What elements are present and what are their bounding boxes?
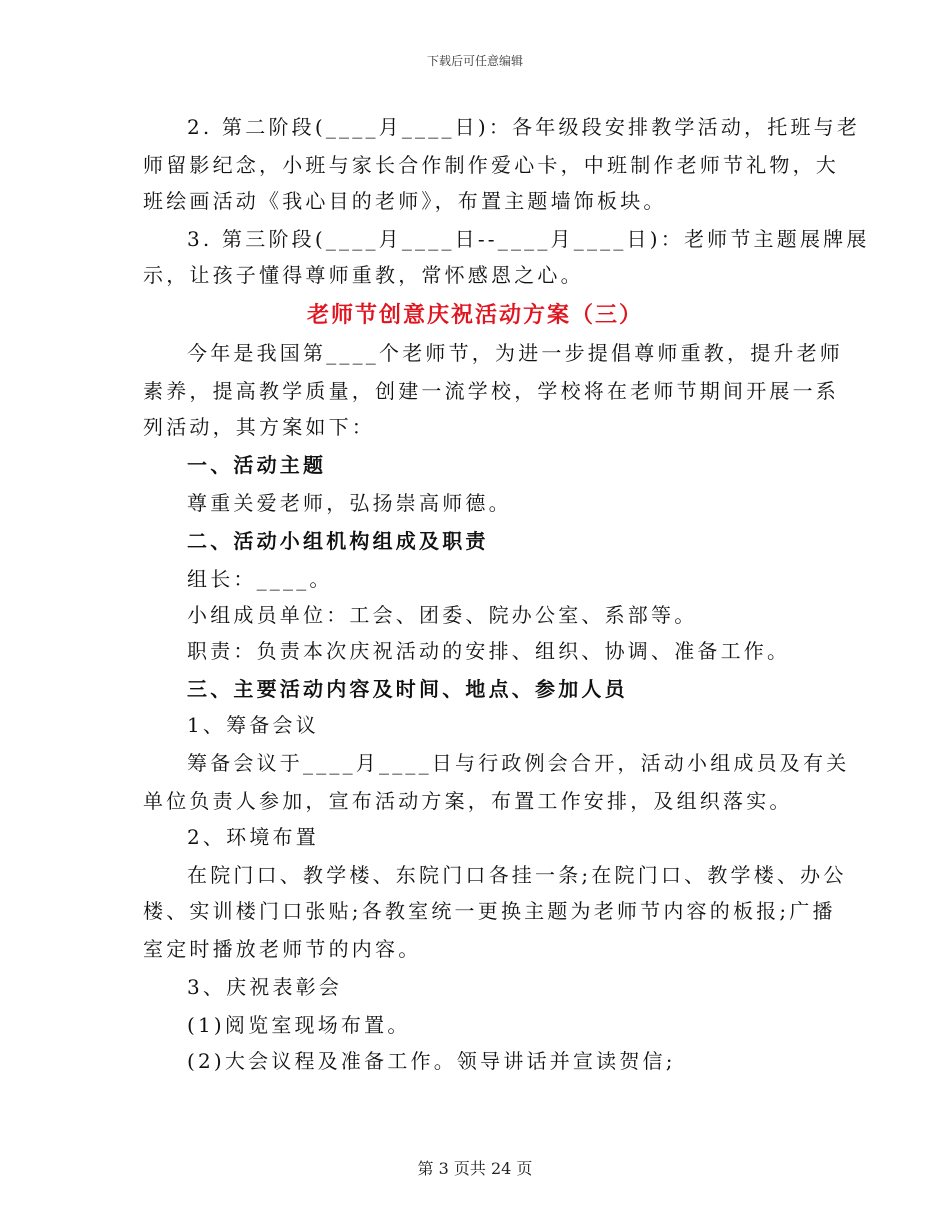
list-item: (2)大会议程及准备工作。领导讲话并宣读贺信; xyxy=(187,1049,676,1073)
page-footer: 第 3 页共 24 页 xyxy=(417,1159,533,1178)
paragraph-line: 单位负责人参加，宣布活动方案，布置工作安排，及组织落实。 xyxy=(143,789,793,813)
paragraph-line: 素养，提高教学质量，创建一流学校，学校将在老师节期间开展一系 xyxy=(143,379,839,403)
paragraph-line: 列活动，其方案如下： xyxy=(143,415,375,439)
subheading: 2、环境布置 xyxy=(187,825,319,849)
paragraph-line: 职责：负责本次庆祝活动的安排、组织、协调、准备工作。 xyxy=(187,639,791,663)
subheading: 3、庆祝表彰会 xyxy=(187,975,343,999)
paragraph-line: 室定时播放老师节的内容。 xyxy=(143,937,422,961)
paragraph-line: 楼、实训楼门口张贴;各教室统一更换主题为老师节内容的板报;广播 xyxy=(143,899,836,923)
list-item: (1)阅览室现场布置。 xyxy=(187,1013,411,1037)
paragraph-line: 师留影纪念，小班与家长合作制作爱心卡，中班制作老师节礼物，大 xyxy=(143,153,839,177)
section-title: 老师节创意庆祝活动方案（三） xyxy=(306,302,643,328)
subheading: 1、筹备会议 xyxy=(187,713,319,737)
paragraph-line: 小组成员单位：工会、团委、院办公室、系部等。 xyxy=(187,603,698,627)
page-header: 下载后可任意编辑 xyxy=(426,54,523,68)
paragraph-line: 3. 第三阶段(____月____日--____月____日)：老师节主题展牌展 xyxy=(187,227,870,251)
heading-organization: 二、活动小组机构组成及职责 xyxy=(187,529,489,553)
paragraph-line: 在院门口、教学楼、东院门口各挂一条;在院门口、教学楼、办公 xyxy=(187,863,847,887)
paragraph-line: 尊重关爱老师，弘扬崇高师德。 xyxy=(187,491,512,515)
paragraph-line: 班绘画活动《我心目的老师》，布置主题墙饰板块。 xyxy=(143,189,667,213)
paragraph-line: 示，让孩子懂得尊师重教，常怀感恩之心。 xyxy=(143,263,584,287)
paragraph-line: 筹备会议于____月____日与行政例会合开，活动小组成员及有关 xyxy=(187,751,850,775)
paragraph-line: 组长：____。 xyxy=(187,567,333,591)
paragraph-line: 今年是我国第____个老师节，为进一步提倡尊师重教，提升老师 xyxy=(187,341,843,365)
heading-activity-theme: 一、活动主题 xyxy=(187,453,327,477)
paragraph-line: 2. 第二阶段(____月____日)：各年级段安排教学活动，托班与老 xyxy=(187,115,861,139)
heading-main-activities: 三、主要活动内容及时间、地点、参加人员 xyxy=(187,677,628,701)
